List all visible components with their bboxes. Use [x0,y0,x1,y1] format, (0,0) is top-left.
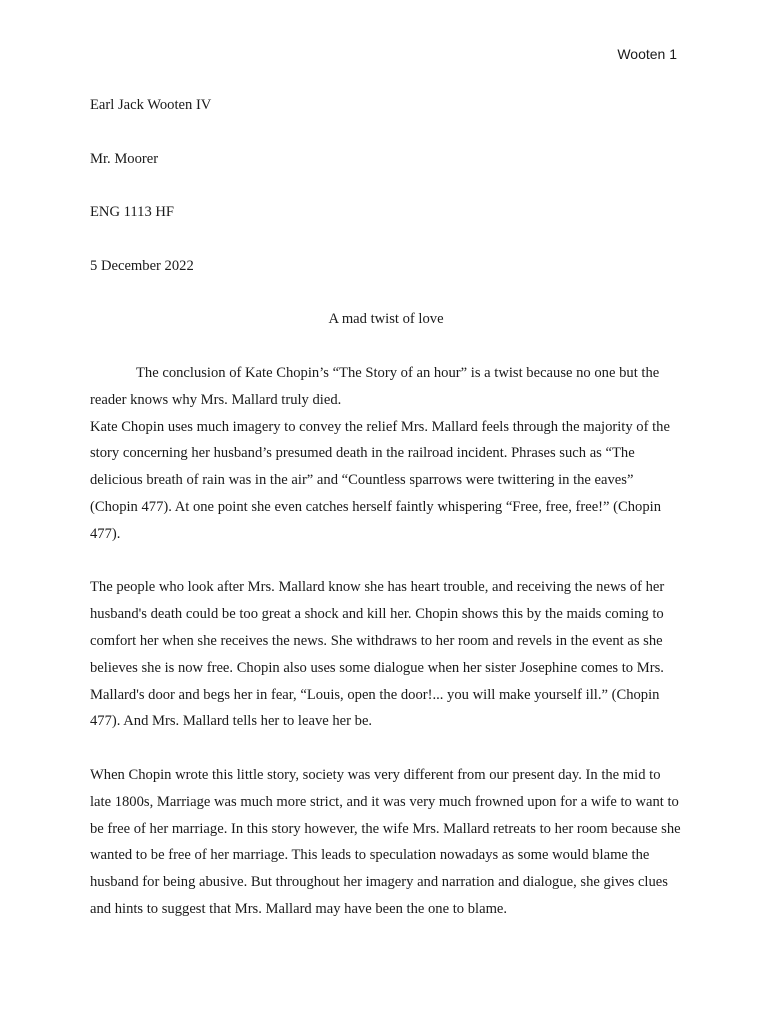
document-body [90,92,682,923]
essay-title: A mad twist of love [328,311,444,328]
course-code: ENG 1113 HF [90,204,175,221]
paragraph-imagery: Kate Chopin uses much imagery to convey the relief Mrs. Mallard feels through the majority of the story concerning her husband’s presumed death in the railroad incident. Phrases such as “The delicious breath of rain was in the air” and “Countless sparrows were twittering in the eaves” (Chopin 477). At one point she even catches herself faintly whispering “Free, free, free!” (Chopin 477). [90,418,670,542]
paragraph-intro: The conclusion of Kate Chopin’s “The Story of an hour” is a twist because no one but the reader knows why Mrs. Mallard truly died. [90,364,660,408]
instructor-name: Mr. Moorer [90,150,159,167]
line-spacer [90,119,682,146]
line-spacer [90,226,682,253]
line-spacer [90,333,682,360]
running-head: Wooten 1 [617,46,677,62]
paragraph-society: When Chopin wrote this little story, society was very different from our present day. In the mid to late 1800s, Marriage was much more strict, and it was very much frowned upon for a wife to want to be free of her marriage. In this story however, the wife Mrs. Mallard retreats to her room because she wanted to be free of her marriage. This leads to speculation nowadays as some would blame the husband for being abusive. But throughout her imagery and narration and dialogue, she gives clues and hints to suggest that Mrs. Mallard may have been the one to blame. [90,766,681,917]
paragraph-spacer [90,548,682,575]
author-name: Earl Jack Wooten IV [90,97,212,113]
line-spacer [90,172,682,199]
paragraph-heart-trouble: The people who look after Mrs. Mallard know she has heart trouble, and receiving the news of her husband's death could be too great a shock and kill her. Chopin shows this by the maids coming to comfort her when she receives the news. She withdraws to her room and revels in the event as she believes she is now free. Chopin also uses some dialogue when her sister Josephine comes to Mrs. Mallard's door and begs her in fear, “Louis, open the door!... you will make yourself ill.” (Chopin 477). And Mrs. Mallard tells her to leave her be. [90,579,665,730]
paragraph-spacer [90,735,682,762]
line-spacer [90,280,682,307]
essay-date: 5 December 2022 [90,257,194,274]
